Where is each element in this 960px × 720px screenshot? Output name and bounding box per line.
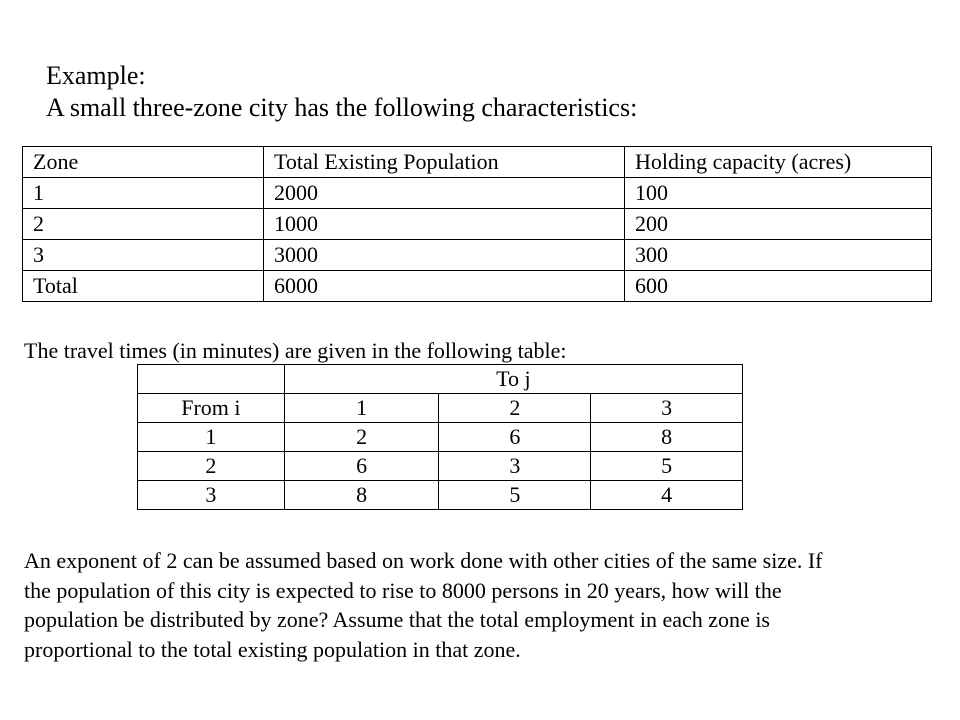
column-header-row xyxy=(138,394,743,423)
zone-characteristics-table xyxy=(22,146,932,302)
capacity-cell: 200 xyxy=(625,209,932,240)
time-cell: 8 xyxy=(591,423,743,452)
zone-cell: 3 xyxy=(23,240,264,271)
to-header-row xyxy=(138,365,743,394)
population-cell: 3000 xyxy=(264,240,625,271)
table-row xyxy=(23,271,932,302)
to-column-header: 1 xyxy=(284,394,439,423)
time-cell: 5 xyxy=(591,452,743,481)
travel-times-table xyxy=(137,364,743,510)
paragraph-line: population be distributed by zone? Assume that the total employment in each zone is xyxy=(24,607,770,632)
table-row xyxy=(23,178,932,209)
example-heading xyxy=(46,60,637,124)
blank-corner-cell xyxy=(138,365,285,394)
table-header-row xyxy=(23,147,932,178)
population-cell: 2000 xyxy=(264,178,625,209)
population-cell: 1000 xyxy=(264,209,625,240)
to-column-header: 3 xyxy=(591,394,743,423)
time-cell: 2 xyxy=(284,423,439,452)
header-zone: Zone xyxy=(23,147,264,178)
header-from-i: From i xyxy=(138,394,285,423)
table-row xyxy=(138,423,743,452)
population-cell: 6000 xyxy=(264,271,625,302)
paragraph-line: the population of this city is expected to rise to 8000 persons in 20 years, how will the xyxy=(24,577,782,603)
paragraph-line: proportional to the total existing population in that zone. xyxy=(24,636,521,662)
to-column-header: 2 xyxy=(439,394,591,423)
table-row xyxy=(23,209,932,240)
example-title: Example: xyxy=(46,61,146,90)
capacity-cell: 100 xyxy=(625,178,932,209)
paragraph-line: An exponent of 2 can be assumed based on work done with other cities of the same size. If xyxy=(24,548,823,573)
from-cell: 1 xyxy=(138,423,285,452)
time-cell: 8 xyxy=(284,481,439,510)
zone-cell: Total xyxy=(23,271,264,302)
time-cell: 3 xyxy=(439,452,591,481)
table-row xyxy=(138,452,743,481)
table-row xyxy=(23,240,932,271)
from-cell: 2 xyxy=(138,452,285,481)
time-cell: 4 xyxy=(591,481,743,510)
capacity-cell: 600 xyxy=(625,271,932,302)
zone-cell: 2 xyxy=(23,209,264,240)
header-population: Total Existing Population xyxy=(264,147,625,178)
from-cell: 3 xyxy=(138,481,285,510)
example-subtitle: A small three-zone city has the following characteristics: xyxy=(46,93,638,122)
time-cell: 6 xyxy=(439,423,591,452)
time-cell: 5 xyxy=(439,481,591,510)
capacity-cell: 300 xyxy=(625,240,932,271)
header-to-j: To j xyxy=(284,365,742,394)
travel-times-intro: The travel times (in minutes) are given in the following table: xyxy=(24,338,567,363)
header-capacity: Holding capacity (acres) xyxy=(625,147,932,178)
zone-cell: 1 xyxy=(23,178,264,209)
table-row xyxy=(138,481,743,510)
problem-paragraph xyxy=(24,546,949,664)
time-cell: 6 xyxy=(284,452,439,481)
